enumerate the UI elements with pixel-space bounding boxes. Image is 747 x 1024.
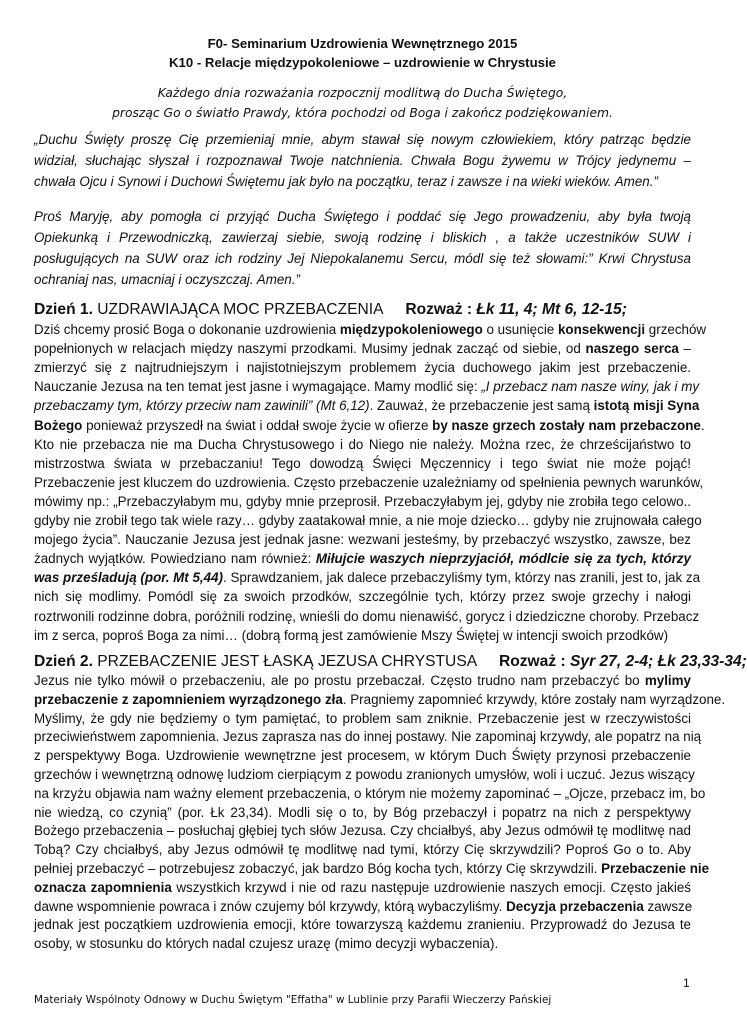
emphasis-text: Miłujcie waszych nieprzyjaciół, módlcie się za tych, którzy (315, 551, 691, 567)
paragraph-line (34, 474, 704, 492)
paragraph-line (34, 879, 691, 897)
emphasis-text: przebaczamy tym, którzy przeciw nam zawinili” (Mt 6,12) (34, 398, 370, 414)
paragraph-line (34, 627, 691, 645)
day-title: UZDRAWIAJĄCA MOC PRZEBACZENIA (97, 301, 383, 318)
paragraph-line (34, 340, 691, 358)
emphasis-text: Bożego (34, 417, 83, 433)
text-run: Tobą? Czy chciałbyś, aby Jezus odmówił tę modlitwę nad tymi, którzy Cię skrzywdzili? Poproś Go o to. Aby (34, 842, 691, 858)
emphasis-text: „I przebacz nam nasze winy, jak i my (481, 379, 700, 395)
paragraph-line (34, 804, 691, 822)
prayer-line: „Duchu Święty proszę Cię przemieniaj mnie, abym stawał się nowym człowiekiem, który patrząc będzie (34, 132, 691, 147)
text-run: . Zauważ, że przebaczenie jest samą (369, 398, 594, 414)
paragraph-line (34, 841, 691, 859)
emphasis-text: was prześladują (por. Mt 5,44) (34, 570, 224, 586)
paragraph-line (34, 860, 710, 878)
text-run: mówimy np.: „Przebaczyłabym mu, gdyby mnie przeprosił. Przebaczyłabym jej, gdyby nie zrobiła tego celowo.. (34, 493, 691, 509)
text-run: o usunięcie (482, 322, 558, 337)
day1-heading (34, 301, 627, 319)
reflect-refs: Łk 11, 4; Mt 6, 12-15; (476, 301, 627, 318)
intro-line: Każdego dnia rozważania rozpocznij modlitwą do Ducha Świętego, (157, 86, 568, 100)
text-run: mojego życia”. Nauczanie Jezusa jest jednak jasne: wezwani jesteśmy, by przebaczyć wszystko, zawsze, bez (34, 532, 691, 548)
paragraph-line (34, 397, 700, 415)
text-run: jednak jest początkiem uzdrowienia emocji, które towarzyszą każdemu zranieniu. Przyprowadź do Jezusa te (34, 917, 691, 933)
prayer-line: posługujących na SUW oraz ich rodziny Jej Niepokalanemu Sercu, módl się też słowami:” Krwi Chrystusa (34, 251, 691, 266)
emphasis-text: konsekwencji (557, 322, 646, 337)
text-run: Nauczanie Jezusa na ten temat jest jasne i wymagające. Mamy modlić się: (34, 379, 482, 395)
paragraph-line (34, 728, 702, 746)
emphasis-text: mylimy (644, 673, 691, 688)
paragraph-line (34, 436, 691, 454)
page-number: 1 (683, 976, 690, 990)
paragraph-line (34, 531, 691, 549)
text-run: żadnych wyjątków. Powiedziano nam również: (34, 551, 316, 567)
reflect-label: Rozważ : (405, 301, 473, 318)
day-label: Dzień 2. (34, 653, 93, 670)
emphasis-text: przebaczenie z zapomnieniem wyrządzonego zła (34, 691, 343, 707)
text-run: mistrzostwa świata w przebaczaniu! Tego dowodzą Święci Męczennicy i tego świat nie może pojąć! (34, 455, 691, 471)
paragraph-line (34, 691, 726, 709)
paragraph-line (34, 359, 691, 377)
text-run: Bożego przebaczenia – posłuchaj głębiej tych słów Jezusa. Czy chciałbyś, aby Jezus odmówił tę modlitwę nad (34, 823, 691, 839)
paragraph-line (34, 710, 691, 728)
prayer-line: Opiekunką i Przewodniczką, zawierzaj siebie, swoją rodzinę i bliskich , a także uczestników SUW i (34, 230, 691, 245)
paragraph-line (34, 512, 702, 530)
emphasis-text: by nasze grzech zostały nam przebaczone (432, 417, 701, 433)
paragraph-line (34, 417, 705, 435)
day2-heading (34, 653, 747, 671)
document-subtitle: K10 - Relacje międzypokoleniowe – uzdrowienie w Chrystusie (169, 55, 556, 70)
text-run: grzechów (645, 322, 707, 337)
prayer-line: Proś Maryję, aby pomogła ci przyjąć Ducha Świętego i poddać się Jego prowadzeniu, aby była twoją (34, 209, 691, 224)
paragraph-line (34, 550, 691, 568)
text-run: wszystkich krzywd i nie od razu następuje uzdrowienie naszych emocji. Często jakieś (171, 879, 691, 895)
paragraph-line (34, 588, 691, 606)
text-run: . (700, 417, 705, 433)
text-run: im z serca, poproś Boga za nimi… (dobrą formą jest zamówienie Mszy Świętej w intencji swoich przodków) (34, 627, 669, 643)
reflect-label: Rozważ : (498, 653, 566, 670)
day-title: PRZEBACZENIE JEST ŁASKĄ JEZUSA CHRYSTUSA (97, 653, 477, 670)
text-run: – (678, 341, 692, 357)
day-label: Dzień 1. (34, 301, 93, 318)
text-run: nie wiedzą, co czynią” (por. Łk 23,34). Modli się o to, by Bóg przebaczył i popatrz na nich z perspektywy (34, 804, 691, 820)
paragraph-line (34, 785, 706, 803)
text-run: przeciwieństwem zapomnienia. Jezus zaprasza nas do innej postawy. Nie zapominaj krzywdy, ale popatrz na nią (34, 729, 702, 745)
paragraph-line (34, 822, 691, 840)
paragraph-line (34, 569, 701, 587)
paragraph-line (34, 766, 695, 784)
text-run: Jezus nie tylko mówił o przebaczeniu, ale po prostu przebaczał. Często trudno nam przebaczyć bo (34, 673, 645, 688)
text-run: roztrwonili rodzinne dobra, poróżnili rodzinę, wnieśli do domu nienawiść, gorycz i dziedziczne choroby. Przebacz (34, 608, 700, 624)
text-run: . Sprawdzaniem, jak dalece przebaczyliśmy tym, którzy nas zranili, jest to, jak za (223, 570, 701, 586)
emphasis-text: Decyzja przebaczenia (506, 898, 644, 914)
text-run: pełniej przebaczyć – potrzebujesz zobaczyć, jak bardzo Bóg kocha tych, którzy Cię skrzywdzili. (34, 861, 602, 876)
paragraph-line (34, 898, 691, 916)
page-footer: Materiały Wspólnoty Odnowy w Duchu Świętym "Effatha" w Lublinie przy Parafii Wieczerzy Pańskiej (34, 994, 552, 1006)
intro-line: prosząc Go o światło Prawdy, która pochodzi od Boga i zakończ podziękowaniem. (112, 106, 613, 120)
emphasis-text: Przebaczenie nie (601, 861, 710, 876)
document-title: F0- Seminarium Uzdrowienia Wewnętrznego 2015 (207, 36, 518, 51)
text-run: na krzyżu objawia nam ważny element przebaczenia, o którym nie możemy zapominać – „Ojcze, przebacz im, bo (34, 785, 706, 801)
paragraph-line (34, 672, 691, 690)
emphasis-text: istotą misji Syna (593, 398, 700, 414)
paragraph-line (34, 608, 700, 626)
text-run: dawne wspomnienie powraca i znów czujemy ból krzywdy, którą wybaczyliśmy. (34, 898, 507, 914)
reflect-refs: Syr 27, 2-4; Łk 23,33-34; (570, 653, 747, 670)
paragraph-line (34, 493, 691, 511)
emphasis-text: oznacza zapomnienia (34, 879, 172, 895)
prayer-line: chwała Ojcu i Synowi i Duchowi Świętemu jak było na początku, teraz i zawsze i na wieki wieków. Amen.” (34, 174, 658, 189)
text-run: ponieważ przyszedł na świat i oddał swoje życie w ofierze (82, 417, 433, 433)
text-run: Myślimy, że gdy nie będziemy o tym pamiętać, to problem sam zniknie. Przebaczenie jest w rzeczywistości (34, 710, 691, 726)
text-run: Kto nie przebacza nie ma Ducha Chrystusowego i do Niego nie należy. Można rzec, że chrześcijaństwo to (34, 436, 691, 452)
text-run: . Pragniemy zapomnieć krzywdy, które zostały nam wyrządzone. (342, 691, 726, 707)
paragraph-line (34, 455, 691, 473)
text-run: osoby, w stosunku do których nadal czujesz urazę (mimo decyzji wybaczenia). (34, 936, 499, 952)
emphasis-text: międzypokoleniowego (339, 322, 483, 337)
text-run: z perspektywy Boga. Uzdrowienie wewnętrzne jest procesem, w którym Duch Święty przynosi przebaczenie (34, 748, 691, 764)
text-run: grzechów i wewnętrzną odnowę ludziom cierpiącym z powodu zranionych umysłów, woli i uczuć. Jezus wiszący (34, 767, 695, 782)
paragraph-line (34, 321, 707, 339)
prayer-line: ochraniaj nas, umacniaj i oczyszczaj. Amen.” (34, 272, 300, 287)
text-run: Przebaczenie jest kluczem do uzdrowienia. Często przebaczenie uzależniamy od spełnienia pewnych warunków, (34, 474, 704, 490)
prayer-line: widział, słuchając słyszał i rozpoznawał Twoje natchnienia. Chwała Bogu żywemu w Trójcy jedynemu – (34, 153, 691, 168)
paragraph-line (34, 916, 691, 934)
text-run: zmierzyć się z najtrudniejszym i najistotniejszym problemem życia duchowego jakim jest przebaczenie. (34, 360, 691, 376)
text-run: popełnionych w relacjach między naszymi przodkami. Musimy jednak zacząć od siebie, od (34, 341, 586, 357)
emphasis-text: naszego serca (585, 341, 679, 357)
text-run: nich się modlimy. Pomódl się za swoich przodków, szczególnie tych, którzy przez swoje grzechy i nałogi (34, 589, 691, 605)
text-run: gdyby nie zrobił tego tak wiele razy… gdyby zaatakował mnie, a nie moje dziecko… gdyby nie zrujnowała całego (34, 513, 702, 528)
text-run: zawsze (643, 898, 693, 914)
paragraph-line (34, 747, 691, 765)
text-run: Dziś chcemy prosić Boga o dokonanie uzdrowienia (34, 322, 340, 337)
paragraph-line (34, 378, 700, 396)
paragraph-line (34, 935, 691, 953)
